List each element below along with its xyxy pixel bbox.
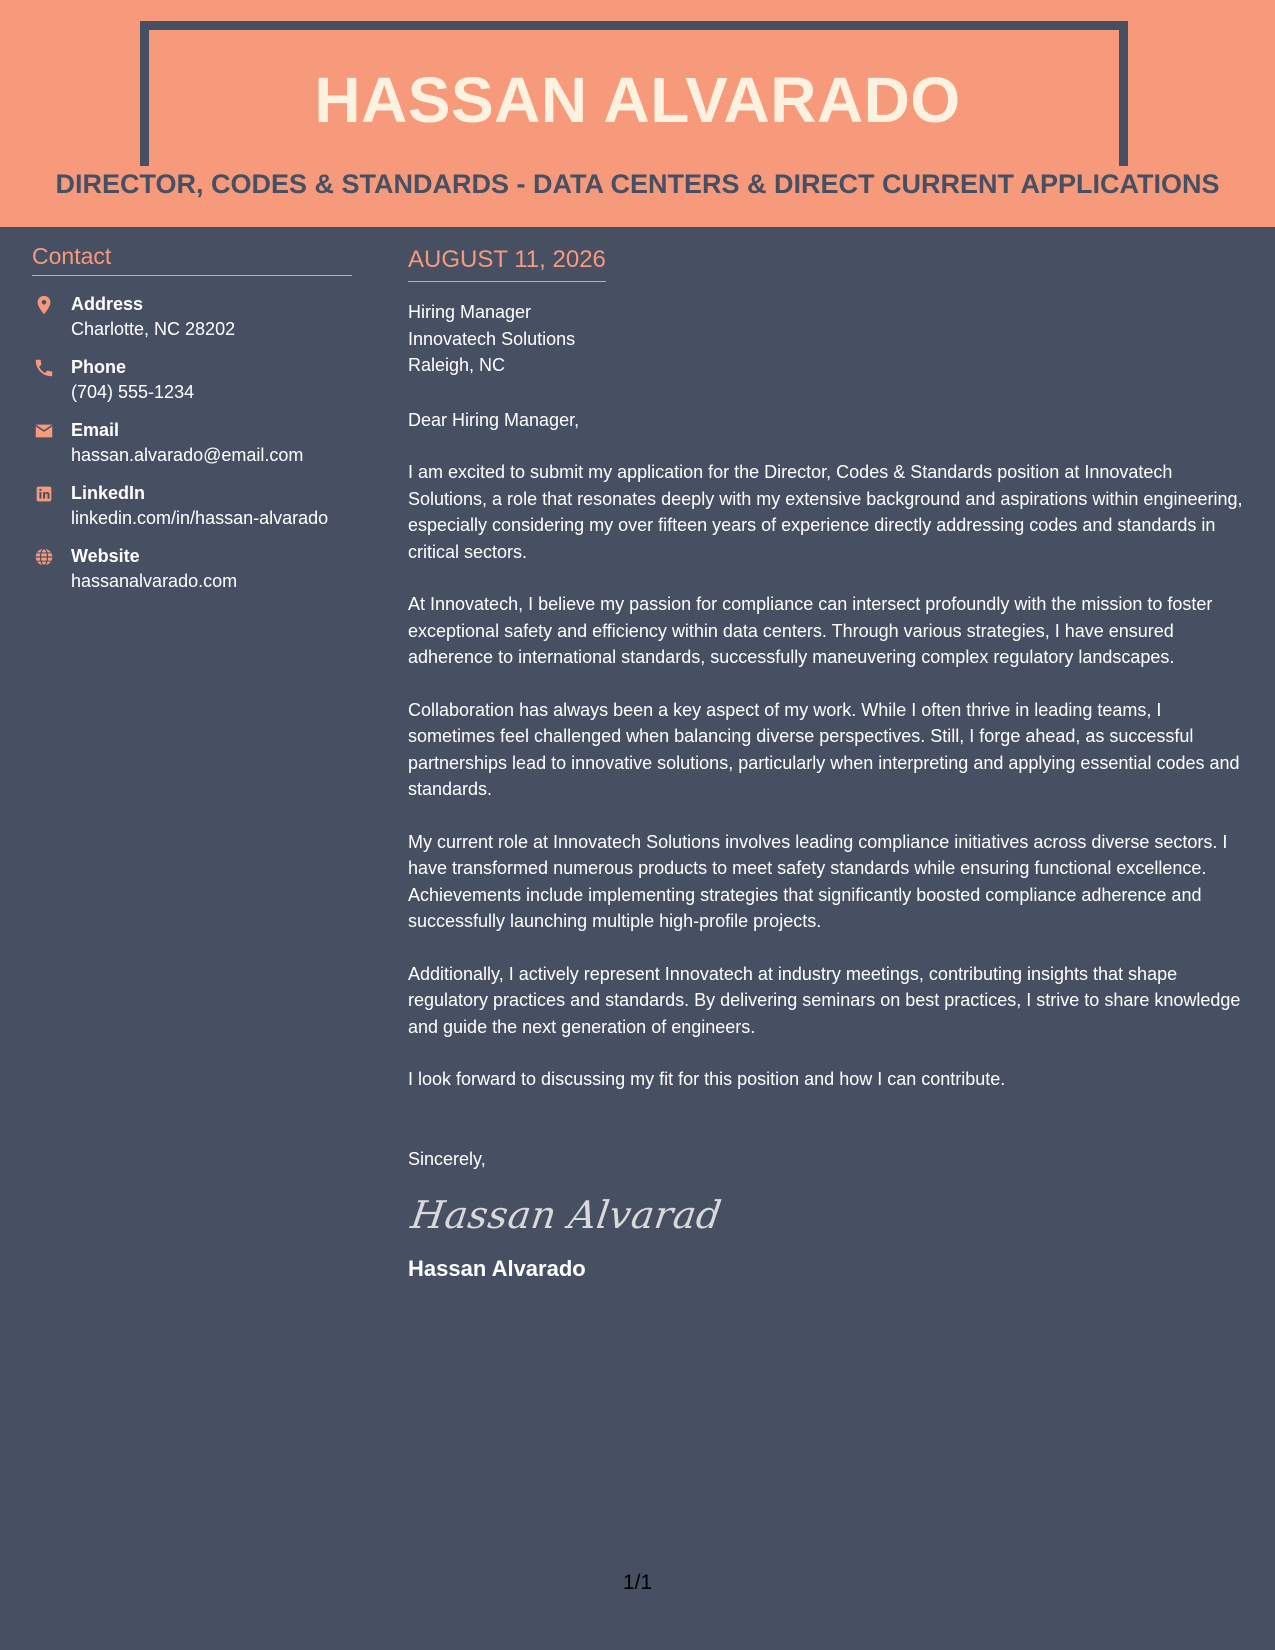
email-link[interactable]: hassan.alvarado@email.com: [71, 445, 304, 465]
recipient-name: Hiring Manager: [408, 302, 532, 322]
paragraph: I am excited to submit my application for the Director, Codes & Standards position at Innovatech Solutions, a role that resonates deeply with my extensive background and aspirations within engineering, especially considering my over fifteen years of experience directly addressing codes and standards in critical sectors.: [408, 462, 1243, 562]
recipient-block: [408, 299, 1248, 379]
paragraph: Additionally, I actively represent Innovatech at industry meetings, contributing insights that shape regulatory practices and standards. By delivering seminars on best practices, I strive to share knowledge and guide the next generation of engineers.: [408, 963, 1241, 1037]
signature: Hassan Alvarad: [408, 1193, 725, 1237]
globe-icon: [32, 546, 56, 568]
closing: Sincerely,: [408, 1148, 486, 1169]
paragraph: Collaboration has always been a key aspect of my work. While I often thrive in leading teams, I sometimes feel challenged when balancing diverse perspectives. Still, I forge ahead, as successful partnerships lead to innovative solutions, particularly when interpreting and applying essential codes and standards.: [408, 699, 1240, 799]
contact-label: Email: [71, 420, 120, 440]
salutation: Dear Hiring Manager,: [408, 409, 580, 430]
contact-sidebar: [32, 240, 352, 594]
signer-name: Hassan Alvarado: [408, 1256, 586, 1281]
recipient-location: Raleigh, NC: [408, 355, 506, 375]
address-value: Charlotte, NC 28202: [71, 319, 236, 339]
header: [0, 0, 1275, 227]
phone-icon: [32, 357, 56, 379]
phone-value: (704) 555-1234: [71, 382, 195, 402]
contact-item-email: [32, 418, 352, 468]
website-link[interactable]: hassanalvarado.com: [71, 571, 238, 591]
contact-label: Website: [71, 546, 140, 566]
job-title: DIRECTOR, CODES & STANDARDS - DATA CENTERS & DIRECT CURRENT APPLICATIONS: [55, 169, 1220, 199]
contact-item-website: [32, 544, 352, 594]
recipient-company: Innovatech Solutions: [408, 328, 576, 349]
letter-body: [408, 244, 1248, 1284]
contact-item-address: [32, 292, 352, 342]
paragraph: My current role at Innovatech Solutions involves leading compliance initiatives across diverse sectors. I have transformed numerous products to meet safety standards while ensuring functional excellence. Achievements include implementing strategies that significantly boosted compliance adherence and successfully launching multiple high-profile projects.: [408, 831, 1228, 931]
page-number: 1/1: [622, 1571, 653, 1594]
contact-item-phone: [32, 355, 352, 405]
linkedin-icon: [32, 483, 56, 505]
map-pin-icon: [32, 294, 56, 316]
contact-item-linkedin: [32, 481, 352, 531]
paragraph: I look forward to discussing my fit for this position and how I can contribute.: [408, 1069, 1006, 1089]
applicant-name: HASSAN ALVARADO: [314, 64, 961, 136]
contact-label: Phone: [71, 357, 127, 377]
contact-label: Address: [71, 294, 144, 314]
envelope-icon: [32, 420, 56, 442]
contact-heading: Contact: [32, 240, 352, 276]
letter-date: AUGUST 11, 2026: [408, 244, 606, 282]
linkedin-link[interactable]: linkedin.com/in/hassan-alvarado: [71, 508, 329, 528]
paragraph: At Innovatech, I believe my passion for compliance can intersect profoundly with the mission to foster exceptional safety and efficiency within data centers. Through various strategies, I have ensured adherence to international standards, successfully maneuvering complex regulatory landscapes.: [408, 594, 1213, 667]
contact-label: LinkedIn: [71, 483, 146, 503]
